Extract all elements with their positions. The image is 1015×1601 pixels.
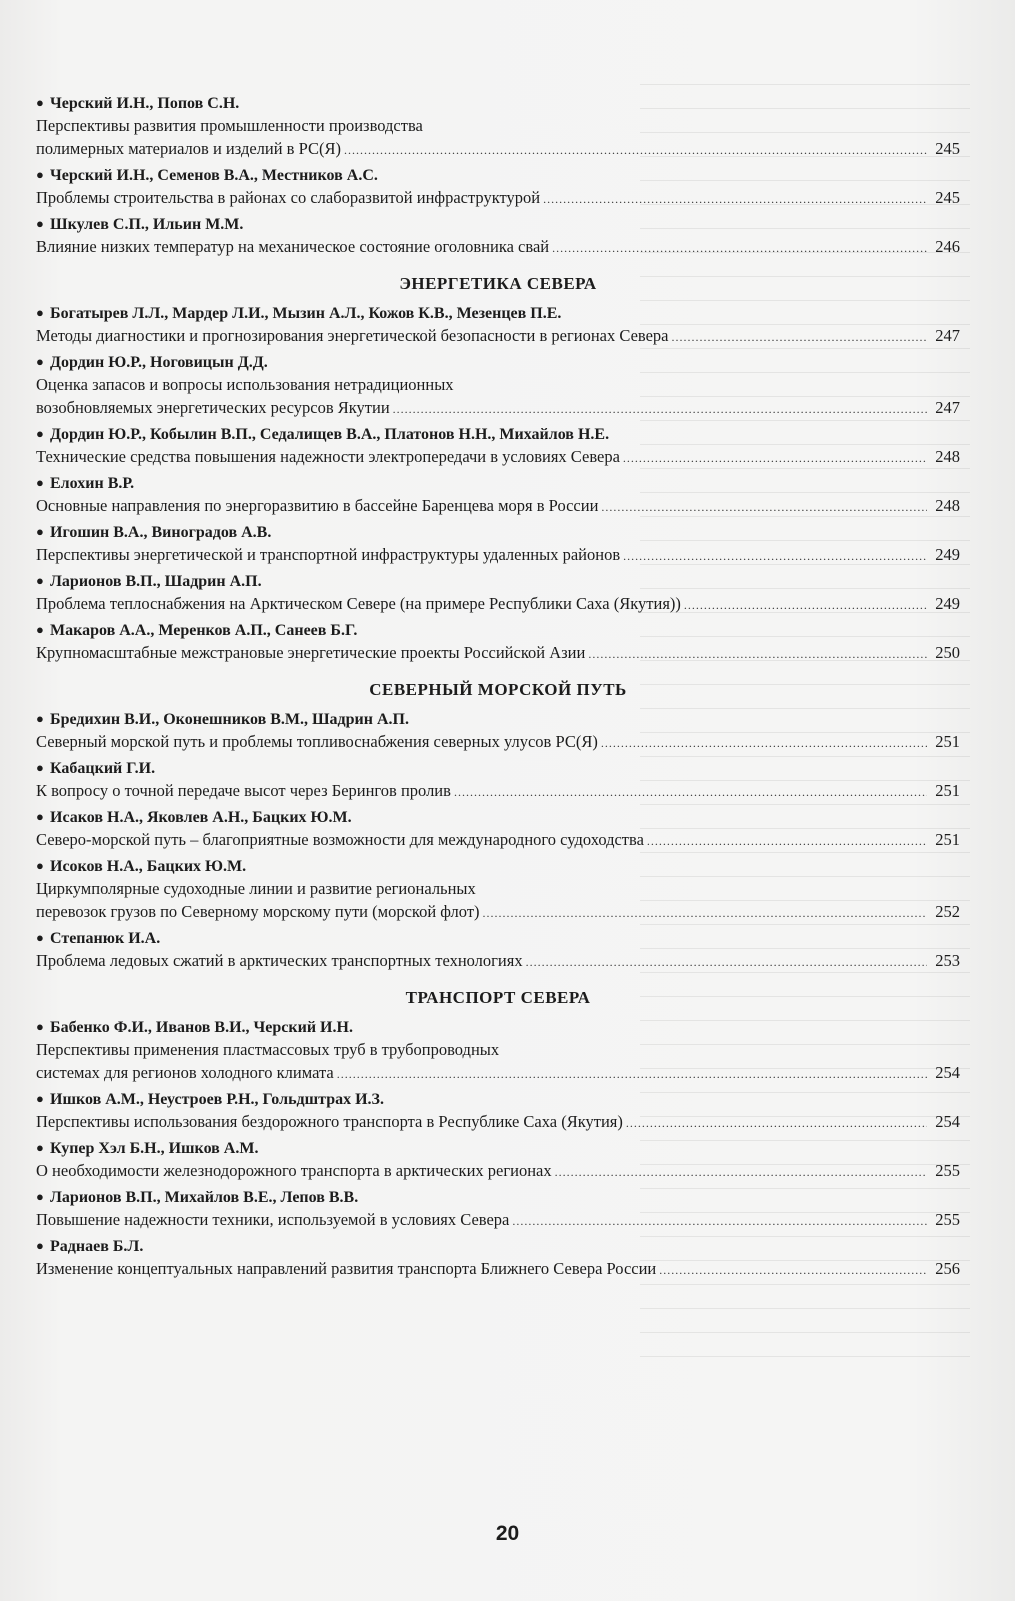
authors-text: Черский И.Н., Попов С.Н. — [50, 95, 240, 112]
bullet-icon: ● — [36, 1019, 44, 1034]
entry-authors — [36, 472, 960, 494]
entry-page-number: 251 — [935, 830, 960, 849]
entry-authors — [36, 1016, 960, 1038]
dot-leader — [672, 326, 927, 349]
entry-title-line-with-page — [36, 1208, 960, 1231]
toc-entry — [36, 1186, 960, 1231]
toc-entry — [36, 472, 960, 517]
bullet-icon: ● — [36, 354, 44, 369]
entry-title-line-with-page — [36, 1159, 960, 1182]
entry-authors — [36, 1088, 960, 1110]
dot-leader — [552, 237, 927, 260]
entry-page-number: 246 — [935, 237, 960, 256]
entry-page-number: 251 — [935, 732, 960, 751]
toc-entry — [36, 855, 960, 923]
authors-text: Купер Хэл Б.Н., Ишков А.М. — [50, 1140, 259, 1157]
bullet-icon: ● — [36, 622, 44, 637]
table-of-contents — [36, 92, 960, 1284]
entry-title-text: полимерных материалов и изделий в РС(Я) — [36, 139, 341, 158]
entry-page-number: 247 — [935, 326, 960, 345]
entry-title-text: Основные направления по энергоразвитию в бассейне Баренцева моря в России — [36, 496, 599, 515]
entry-title-line-with-page — [36, 779, 960, 802]
authors-text: Дордин Ю.Р., Кобылин В.П., Седалищев В.А., Платонов Н.Н., Михайлов Н.Е. — [50, 426, 610, 443]
dot-leader — [393, 398, 927, 421]
dot-leader — [344, 139, 927, 162]
entry-title-line-with-page — [36, 324, 960, 347]
entry-title-text: перевозок грузов по Северному морскому пути (морской флот) — [36, 902, 480, 921]
entry-authors — [36, 92, 960, 114]
toc-entry — [36, 619, 960, 664]
entry-authors — [36, 164, 960, 186]
entry-title-line-with-page — [36, 494, 960, 517]
bullet-icon: ● — [36, 1189, 44, 1204]
entry-title-line-with-page — [36, 1061, 960, 1084]
dot-leader — [483, 902, 927, 925]
dot-leader — [601, 732, 927, 755]
entry-title-text: Северо-морской путь – благоприятные возможности для международного судоходства — [36, 830, 644, 849]
entry-authors — [36, 521, 960, 543]
entry-title-text: Перспективы энергетической и транспортной инфраструктуры удаленных районов — [36, 545, 621, 564]
bullet-icon: ● — [36, 305, 44, 320]
bullet-icon: ● — [36, 426, 44, 441]
toc-entry — [36, 806, 960, 851]
entry-title-text: Технические средства повышения надежности электропередачи в условиях Севера — [36, 447, 620, 466]
authors-text: Игошин В.А., Виноградов А.В. — [50, 524, 272, 541]
toc-entry — [36, 757, 960, 802]
entry-page-number: 249 — [935, 545, 960, 564]
dot-leader — [623, 447, 927, 470]
bullet-icon: ● — [36, 760, 44, 775]
toc-entry — [36, 1235, 960, 1280]
entry-title-text: Перспективы развития промышленности производства — [36, 116, 423, 135]
entry-page-number: 253 — [935, 951, 960, 970]
bullet-icon: ● — [36, 809, 44, 824]
entry-page-number: 247 — [935, 398, 960, 417]
entry-title-text: Влияние низких температур на механическое состояние оголовника свай — [36, 237, 550, 256]
toc-entry — [36, 927, 960, 972]
entry-title-line — [36, 373, 960, 396]
entry-authors — [36, 1186, 960, 1208]
entry-title-text: Проблема теплоснабжения на Арктическом Севере (на примере Республики Саха (Якутия)) — [36, 594, 681, 613]
toc-entry — [36, 1137, 960, 1182]
bullet-icon: ● — [36, 858, 44, 873]
section-heading: ТРАНСПОРТ СЕВЕРА — [405, 988, 591, 1007]
entry-page-number: 256 — [935, 1259, 960, 1278]
entry-page-number: 249 — [935, 594, 960, 613]
entry-title-line-with-page — [36, 641, 960, 664]
dot-leader — [588, 643, 927, 666]
entry-title-line — [36, 1038, 960, 1061]
authors-text: Исоков Н.А., Бацких Ю.М. — [50, 858, 247, 875]
section-heading: ЭНЕРГЕТИКА СЕВЕРА — [399, 274, 597, 293]
entry-authors — [36, 1137, 960, 1159]
bullet-icon: ● — [36, 711, 44, 726]
authors-text: Раднаев Б.Л. — [50, 1238, 144, 1255]
entry-title-text: Оценка запасов и вопросы использования нетрадиционных — [36, 375, 454, 394]
entry-title-text: Повышение надежности техники, используемой в условиях Севера — [36, 1210, 510, 1229]
dot-leader — [647, 830, 927, 853]
authors-text: Шкулев С.П., Ильин М.М. — [50, 216, 244, 233]
dot-leader — [623, 545, 927, 568]
entry-title-line-with-page — [36, 949, 960, 972]
entry-title-text: Проблемы строительства в районах со слаборазвитой инфраструктурой — [36, 188, 541, 207]
entry-title-line — [36, 877, 960, 900]
dot-leader — [543, 188, 927, 211]
entry-title-line-with-page — [36, 396, 960, 419]
entry-page-number: 252 — [935, 902, 960, 921]
authors-text: Исаков Н.А., Яковлев А.Н., Бацких Ю.М. — [50, 809, 352, 826]
toc-entry — [36, 1088, 960, 1133]
toc-entry — [36, 570, 960, 615]
entry-title-line-with-page — [36, 445, 960, 468]
entry-authors — [36, 619, 960, 641]
entry-title-text: системах для регионов холодного климата — [36, 1063, 334, 1082]
entry-title-line-with-page — [36, 828, 960, 851]
entry-title-line-with-page — [36, 592, 960, 615]
toc-entry — [36, 213, 960, 258]
bullet-icon: ● — [36, 95, 44, 110]
entry-page-number: 251 — [935, 781, 960, 800]
entry-title-text: О необходимости железнодорожного транспорта в арктических регионах — [36, 1161, 552, 1180]
authors-text: Дордин Ю.Р., Ноговицын Д.Д. — [50, 354, 268, 371]
entry-title-text: Северный морской путь и проблемы топливоснабжения северных улусов РС(Я) — [36, 732, 598, 751]
dot-leader — [454, 781, 927, 804]
toc-entry — [36, 521, 960, 566]
entry-page-number: 248 — [935, 447, 960, 466]
bullet-icon: ● — [36, 573, 44, 588]
entry-title-line-with-page — [36, 730, 960, 753]
entry-title-text: возобновляемых энергетических ресурсов Якутии — [36, 398, 390, 417]
entry-title-line-with-page — [36, 137, 960, 160]
authors-text: Макаров А.А., Меренков А.П., Санеев Б.Г. — [50, 622, 358, 639]
entry-authors — [36, 757, 960, 779]
dot-leader — [512, 1210, 927, 1233]
entry-title-text: К вопросу о точной передаче высот через Берингов пролив — [36, 781, 451, 800]
entry-title-line-with-page — [36, 543, 960, 566]
dot-leader — [337, 1063, 927, 1086]
bullet-icon: ● — [36, 1091, 44, 1106]
section-heading: СЕВЕРНЫЙ МОРСКОЙ ПУТЬ — [369, 680, 627, 699]
authors-text: Бредихин В.И., Оконешников В.М., Шадрин А.П. — [50, 711, 409, 728]
entry-page-number: 255 — [935, 1210, 960, 1229]
authors-text: Елохин В.Р. — [50, 475, 135, 492]
dot-leader — [555, 1161, 927, 1184]
bullet-icon: ● — [36, 1238, 44, 1253]
entry-title-text: Крупномасштабные межстрановые энергетические проекты Российской Азии — [36, 643, 586, 662]
entry-page-number: 250 — [935, 643, 960, 662]
authors-text: Бабенко Ф.И., Иванов В.И., Черский И.Н. — [50, 1019, 353, 1036]
entry-title-text: Изменение концептуальных направлений развития транспорта Ближнего Севера России — [36, 1259, 657, 1278]
toc-entry — [36, 302, 960, 347]
entry-page-number: 255 — [935, 1161, 960, 1180]
authors-text: Степанюк И.А. — [50, 930, 161, 947]
entry-page-number: 254 — [935, 1112, 960, 1131]
page-number: 20 — [495, 1522, 520, 1545]
entry-authors — [36, 927, 960, 949]
bullet-icon: ● — [36, 167, 44, 182]
entry-authors — [36, 806, 960, 828]
dot-leader — [626, 1112, 927, 1135]
entry-title-line — [36, 114, 960, 137]
toc-entry — [36, 92, 960, 160]
authors-text: Ларионов В.П., Михайлов В.Е., Лепов В.В. — [50, 1189, 359, 1206]
entry-authors — [36, 351, 960, 373]
toc-entry — [36, 708, 960, 753]
toc-entry — [36, 164, 960, 209]
entry-title-line-with-page — [36, 186, 960, 209]
bullet-icon: ● — [36, 216, 44, 231]
entry-page-number: 248 — [935, 496, 960, 515]
dot-leader — [526, 951, 927, 974]
authors-text: Ларионов В.П., Шадрин А.П. — [50, 573, 262, 590]
authors-text: Богатырев Л.Л., Мардер Л.И., Мызин А.Л., Кожов К.В., Мезенцев П.Е. — [50, 305, 562, 322]
entry-title-text: Методы диагностики и прогнозирования энергетической безопасности в регионах Севера — [36, 326, 669, 345]
dot-leader — [684, 594, 927, 617]
entry-authors — [36, 423, 960, 445]
entry-title-text: Перспективы применения пластмассовых труб в трубопроводных — [36, 1040, 500, 1059]
bullet-icon: ● — [36, 475, 44, 490]
authors-text: Кабацкий Г.И. — [50, 760, 156, 777]
entry-page-number: 245 — [935, 139, 960, 158]
bullet-icon: ● — [36, 1140, 44, 1155]
entry-title-line-with-page — [36, 1110, 960, 1133]
entry-authors — [36, 213, 960, 235]
entry-title-text: Проблема ледовых сжатий в арктических транспортных технологиях — [36, 951, 523, 970]
entry-page-number: 254 — [935, 1063, 960, 1082]
entry-title-text: Циркумполярные судоходные линии и развитие региональных — [36, 879, 476, 898]
toc-entry — [36, 1016, 960, 1084]
entry-authors — [36, 302, 960, 324]
entry-title-line-with-page — [36, 1257, 960, 1280]
dot-leader — [659, 1259, 927, 1282]
bullet-icon: ● — [36, 524, 44, 539]
entry-page-number: 245 — [935, 188, 960, 207]
toc-entry — [36, 351, 960, 419]
dot-leader — [601, 496, 927, 519]
entry-title-text: Перспективы использования бездорожного транспорта в Республике Саха (Якутия) — [36, 1112, 623, 1131]
entry-title-line-with-page — [36, 235, 960, 258]
entry-authors — [36, 570, 960, 592]
entry-authors — [36, 708, 960, 730]
bullet-icon: ● — [36, 930, 44, 945]
authors-text: Черский И.Н., Семенов В.А., Местников А.С. — [50, 167, 378, 184]
entry-authors — [36, 855, 960, 877]
entry-authors — [36, 1235, 960, 1257]
entry-title-line-with-page — [36, 900, 960, 923]
toc-entry — [36, 423, 960, 468]
authors-text: Ишков А.М., Неустроев Р.Н., Гольдштрах И.З. — [50, 1091, 384, 1108]
